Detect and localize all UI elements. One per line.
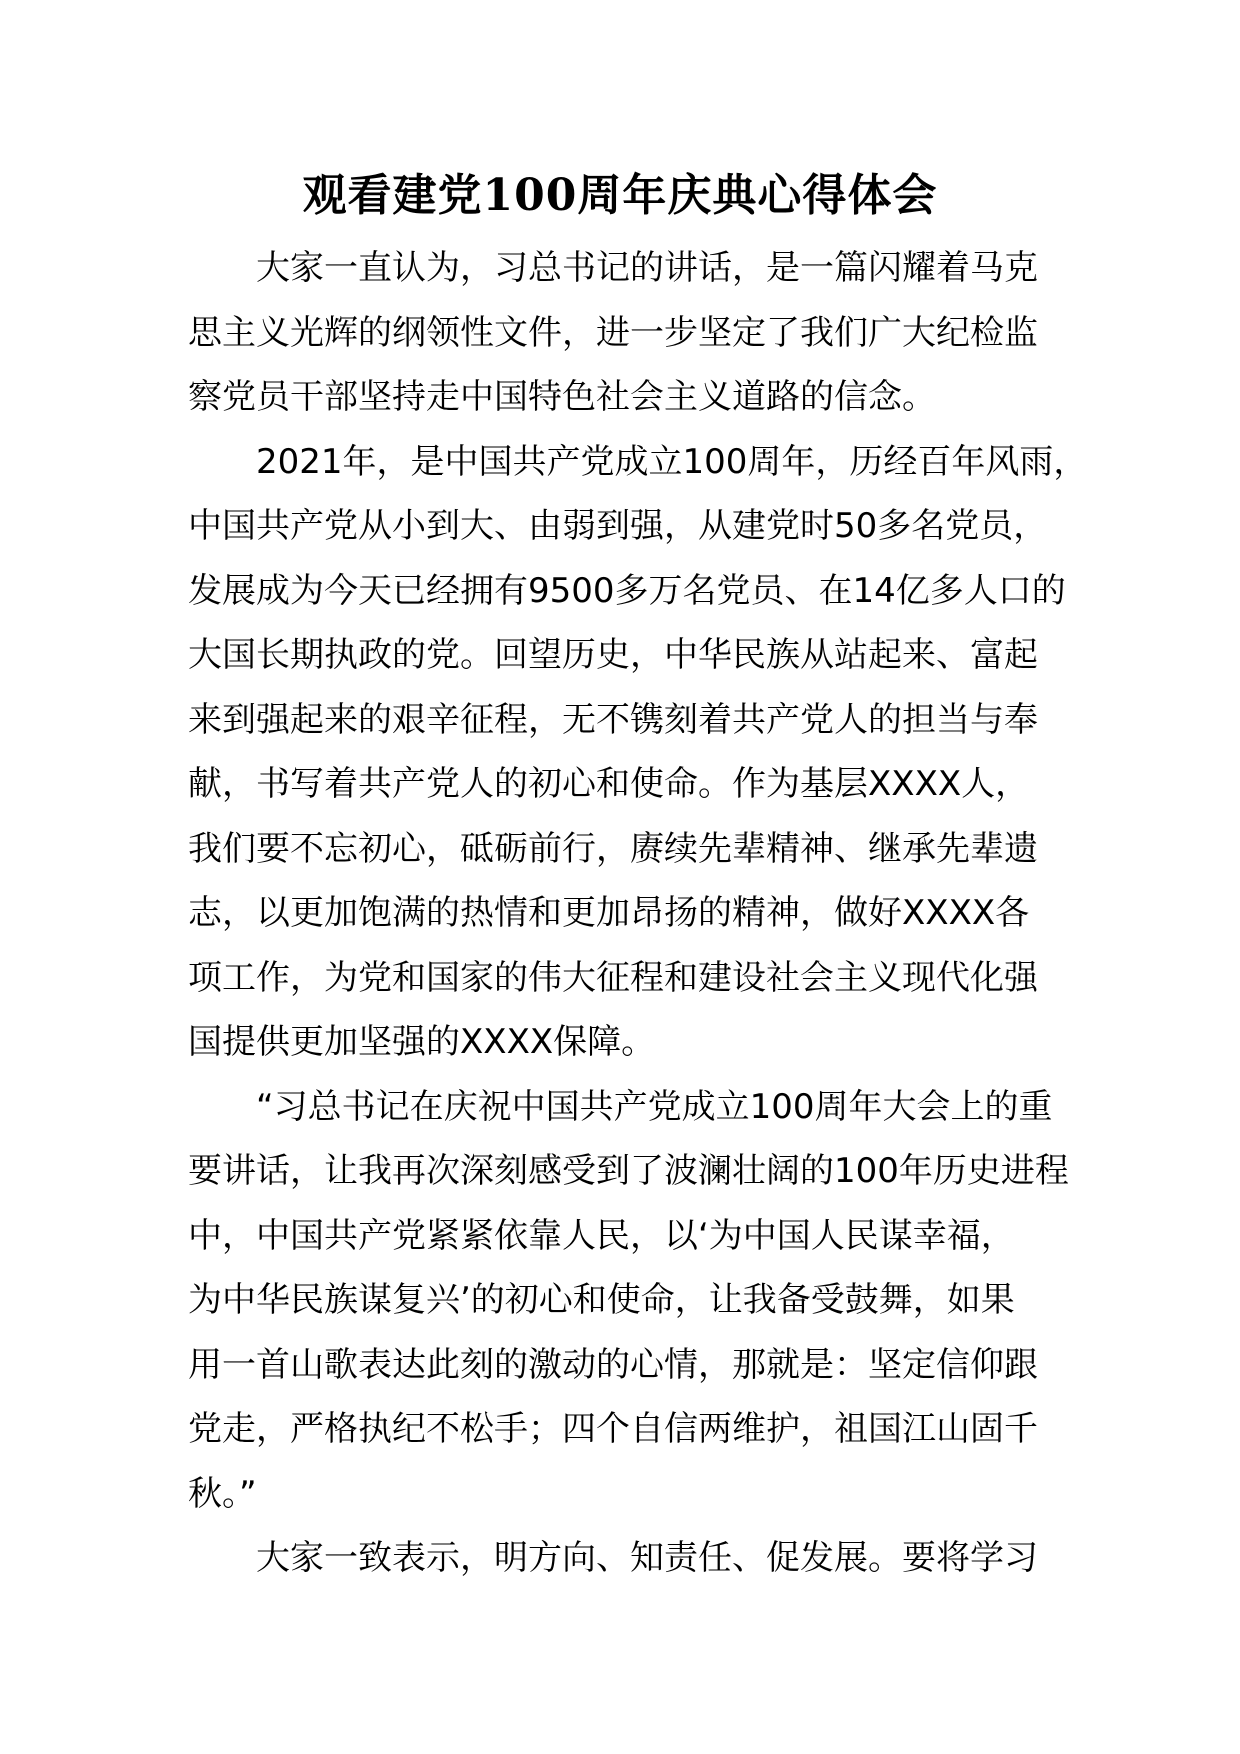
text-line: 国提供更加坚强的XXXX保障。 (188, 1022, 656, 1062)
text-line: 察党员干部坚持走中国特色社会主义道路的信念。 (188, 377, 936, 417)
paragraph-2 (188, 430, 1088, 1075)
text-line: 秋。” (188, 1473, 257, 1514)
text-line: 来到强起来的艰辛征程，无不镌刻着共产党人的担当与奉 (188, 699, 1038, 740)
text-line: 要讲话，让我再次深刻感受到了波澜壮阔的100年历史进程 (188, 1151, 1069, 1191)
document-body (188, 236, 1088, 1591)
text-line: 我们要不忘初心，砥砺前行，赓续先辈精神、继承先辈遗 (188, 828, 1038, 869)
text-line: 志，以更加饱满的热情和更加昂扬的精神，做好XXXX各 (188, 893, 1030, 933)
paragraph-4 (188, 1526, 1054, 1591)
text-line: “习总书记在庆祝中国共产党成立100周年大会上的重 (256, 1086, 1053, 1127)
text-line: 大国长期执政的党。回望历史，中华民族从站起来、富起 (188, 635, 1038, 675)
text-line: 中，中国共产党紧紧依靠人民，以‘为中国人民谋幸福， (188, 1215, 1015, 1256)
paragraph-1 (188, 236, 1054, 430)
paragraph-3 (188, 1075, 1069, 1527)
document-title: 观看建党100周年庆典心得体会 (302, 170, 938, 221)
text-line: 项工作，为党和国家的伟大征程和建设社会主义现代化强 (188, 957, 1038, 998)
text-line: 2021年，是中国共产党成立100周年，历经百年风雨， (256, 441, 1088, 482)
text-line: 为中华民族谋复兴’的初心和使命，让我备受鼓舞，如果 (188, 1280, 1015, 1320)
text-line: 献，书写着共产党人的初心和使命。作为基层XXXX人， (188, 764, 1030, 804)
text-line: 大家一直认为，习总书记的讲话，是一篇闪耀着马克 (256, 248, 1038, 288)
text-line: 用一首山歌表达此刻的激动的心情，那就是：坚定信仰跟 (188, 1344, 1038, 1385)
text-line: 党走，严格执纪不松手；四个自信两维护，祖国江山固千 (188, 1409, 1038, 1449)
text-line: 发展成为今天已经拥有9500多万名党员、在14亿多人口的 (188, 570, 1066, 611)
text-line: 中国共产党从小到大、由弱到强，从建党时50多名党员， (188, 506, 1048, 546)
text-line: 大家一致表示，明方向、知责任、促发展。要将学习 (256, 1538, 1038, 1578)
text-line: 思主义光辉的纲领性文件，进一步坚定了我们广大纪检监 (188, 312, 1038, 353)
